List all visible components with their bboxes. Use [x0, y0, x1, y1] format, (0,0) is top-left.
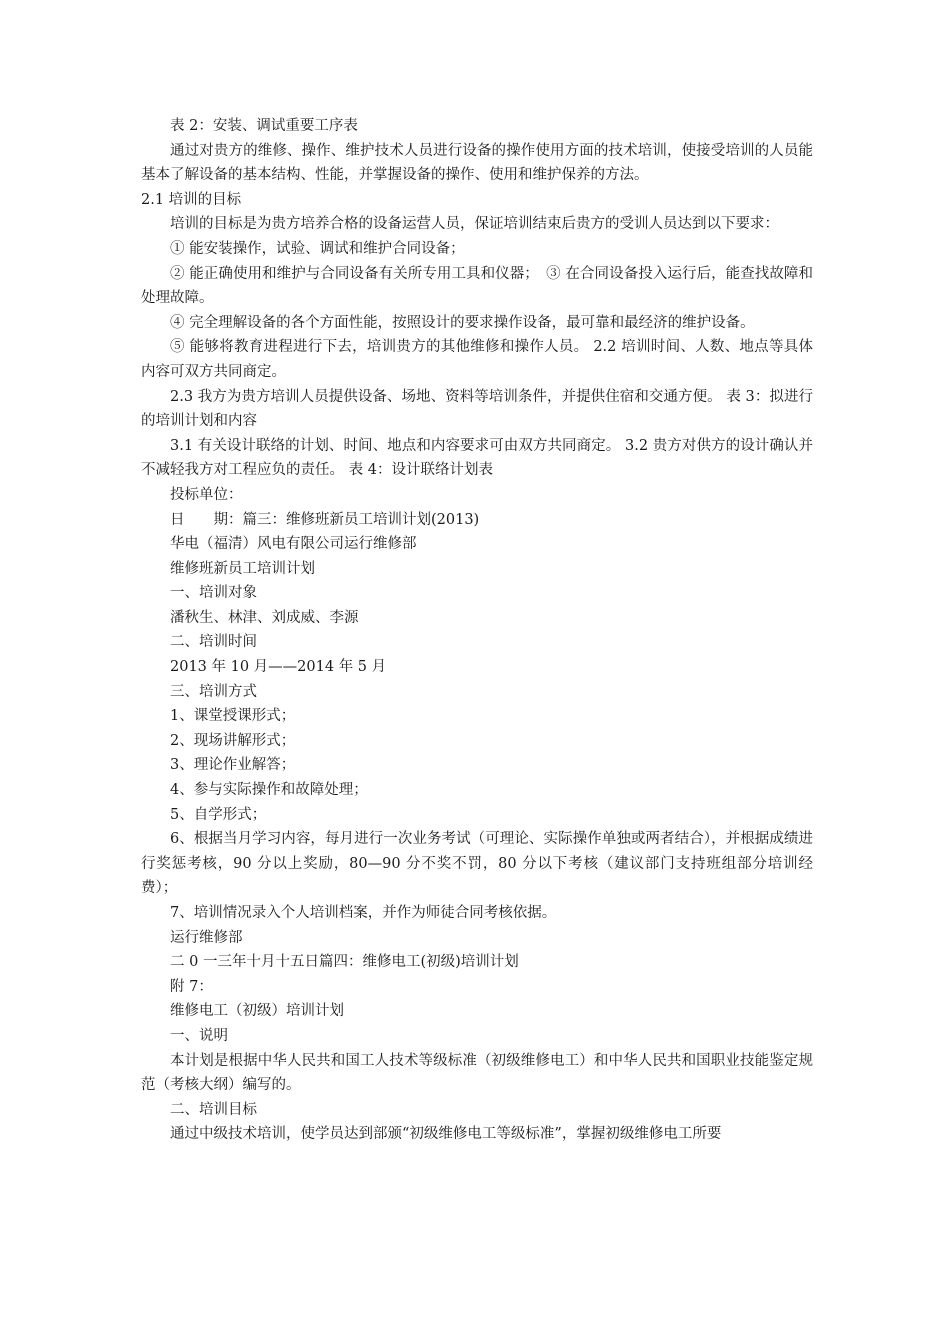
- paragraph: 二 0 一三年十月十五日篇四：维修电工(初级)培训计划: [170, 954, 519, 971]
- paragraph: 6、根据当月学习内容，每月进行一次业务考试（可理论、实际操作单独或两者结合），并根据成绩进行奖惩考核，90 分以上奖励，80—90 分不奖不罚，80 分以下考核（建议部门支持班组部分培训经费）；: [141, 831, 813, 897]
- document-body: [141, 114, 813, 1147]
- paragraph: 通过对贵方的维修、操作、维护技术人员进行设备的操作使用方面的技术培训，使接受培训的人员能基本了解设备的基本结构、性能，并掌握设备的操作、使用和维护保养的方法。: [141, 142, 813, 184]
- paragraph: 表 2：安装、调试重要工序表: [170, 118, 358, 134]
- paragraph: 三、培训方式: [170, 683, 257, 700]
- paragraph: 一、说明: [170, 1027, 228, 1044]
- paragraph: 培训的目标是为贵方培养合格的设备运营人员，保证培训结束后贵方的受训人员达到以下要求：: [170, 216, 779, 233]
- paragraph: 维修电工（初级）培训计划: [170, 1003, 344, 1020]
- paragraph: 投标单位：: [170, 486, 243, 503]
- paragraph: ⑤ 能够将教育进程进行下去，培训贵方的其他维修和操作人员。 2.2 培训时间、人数、地点等具体内容可双方共同商定。: [141, 339, 813, 380]
- paragraph: 运行维修部: [170, 929, 243, 946]
- paragraph: ① 能安装操作，试验、调试和维护合同设备；: [170, 240, 465, 257]
- paragraph: 日 期：篇三：维修班新员工培训计划(2013): [170, 511, 480, 528]
- paragraph: 维修班新员工培训计划: [170, 560, 315, 577]
- paragraph: 一、培训对象: [170, 585, 257, 602]
- paragraph: 附 7：: [170, 978, 213, 995]
- paragraph: 二、培训目标: [170, 1101, 257, 1118]
- paragraph: 通过中级技术培训，使学员达到部颁“初级维修电工等级标准”，掌握初级维修电工所要: [170, 1126, 722, 1143]
- paragraph: 7、培训情况录入个人培训档案，并作为师徒合同考核依据。: [170, 905, 557, 921]
- paragraph: ② 能正确使用和维护与合同设备有关所专用工具和仪器； ③ 在合同设备投入运行后，能查找故障和处理故障。: [141, 265, 813, 307]
- paragraph: 3、理论作业解答；: [170, 757, 296, 774]
- paragraph: 2.1 培训的目标: [141, 191, 242, 208]
- paragraph: 3.1 有关设计联络的计划、时间、地点和内容要求可由双方共同商定。 3.2 贵方对供方的设计确认并不减轻我方对工程应负的责任。 表 4：设计联络计划表: [141, 437, 813, 479]
- paragraph: ④ 完全理解设备的各个方面性能，按照设计的要求操作设备，最可靠和最经济的维护设备。: [170, 314, 755, 331]
- paragraph: 2013 年 10 月——2014 年 5 月: [170, 659, 387, 676]
- paragraph: 潘秋生、林津、刘成威、李源: [170, 609, 359, 626]
- paragraph: 华电（福清）风电有限公司运行维修部: [170, 536, 417, 553]
- paragraph: 本计划是根据中华人民共和国工人技术等级标准（初级维修电工）和中华人民共和国职业技能鉴定规范（考核大纲）编写的。: [141, 1052, 813, 1094]
- paragraph: 5、自学形式；: [170, 806, 267, 823]
- paragraph: 4、参与实际操作和故障处理；: [170, 782, 368, 799]
- paragraph: 1、课堂授课形式；: [170, 708, 296, 725]
- paragraph: 二、培训时间: [170, 634, 257, 651]
- paragraph: 2、现场讲解形式；: [170, 732, 296, 749]
- paragraph: 2.3 我方为贵方培训人员提供设备、场地、资料等培训条件，并提供住宿和交通方便。 表 3：拟进行的培训计划和内容: [141, 388, 813, 430]
